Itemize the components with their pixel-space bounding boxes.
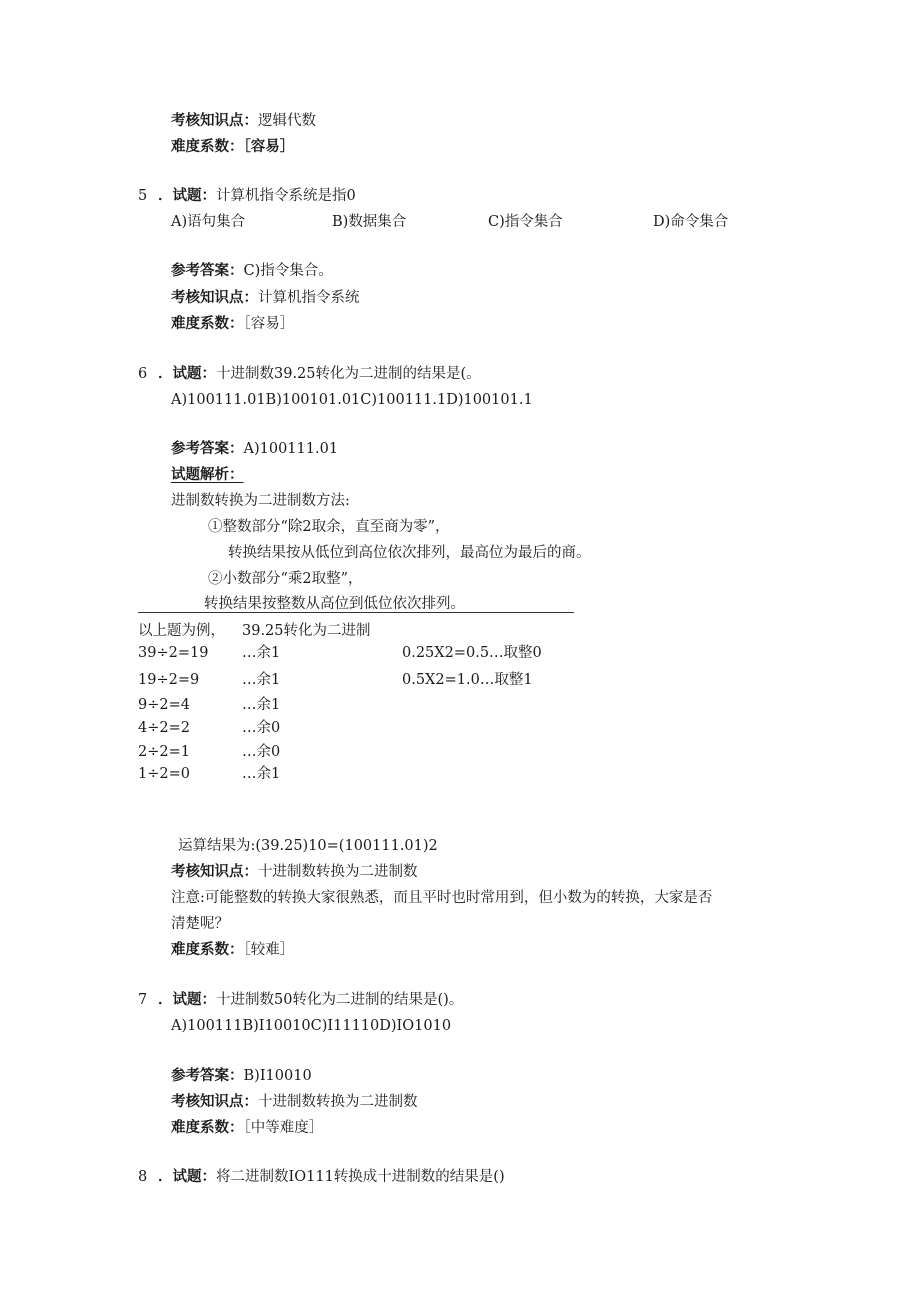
options-line: A)100111B)I10010C)I11110D)IO1010 [171,1018,452,1034]
method-step-2-detail: 转换结果按整数从高位到低位依次排列。 [204,596,465,612]
kp-value: 逻辑代数 [258,113,316,129]
difficulty-value: ［容易］ [243,138,295,155]
question-line [158,186,356,206]
answer-label: 参考答案： [171,440,244,457]
difficulty-line [171,940,294,960]
division-remainder: …余1 [242,766,281,782]
division-expr: 4÷2=2 [138,720,190,736]
difficulty-value: ［较难］ [243,942,295,958]
question-number: 6 [138,366,148,382]
answer-value: A)100111.01 [243,441,339,457]
knowledge-point-line [171,288,360,308]
difficulty-label: 难度系数： [171,1119,244,1136]
example-label: 以上题为例， [138,623,225,639]
question-line [158,364,481,384]
difficulty-value: ［中等难度］ [243,1120,324,1136]
division-expr: 2÷2=1 [138,744,190,760]
option-d: D)命令集合 [653,214,729,230]
kp-value: 计算机指令系统 [258,290,360,306]
kp-value: 十进制数转换为二进制数 [258,864,418,880]
note-line-1: 注意:可能整数的转换大家很熟悉，而且平时也时常用到，但小数为的转换，大家是否 [171,890,713,906]
division-remainder: …余0 [242,744,281,760]
question-text: 十进制数50转化为二进制的结果是()。 [216,992,464,1008]
method-intro: 进制数转换为二进制数方法: [171,493,350,509]
kp-value: 十进制数转换为二进制数 [258,1094,418,1110]
option-a: A)语句集合 [171,214,246,230]
question-number: 5 [138,188,148,204]
question-number: 8 [138,1169,148,1185]
division-expr: 19÷2=9 [138,672,200,688]
question-label: ．试题： [158,991,216,1008]
knowledge-point-line [171,1092,418,1112]
kp-label: 考核知识点： [171,112,258,129]
result-line: 运算结果为:(39.25)10=(100111.01)2 [178,838,438,854]
question-label: ．试题： [158,365,216,382]
difficulty-value: ［容易］ [243,316,295,332]
question-text: 将二进制数IO111转换成十进制数的结果是() [216,1169,505,1185]
knowledge-point-line [171,862,418,882]
division-expr: 9÷2=4 [138,697,190,713]
difficulty-line [171,137,294,157]
division-expr: 39÷2=19 [138,645,209,661]
example-title: 39.25转化为二进制 [242,623,371,639]
multiplication-row: 0.5X2=1.0…取整1 [402,672,533,688]
division-remainder: …余0 [242,720,281,736]
difficulty-line [171,314,294,334]
answer-line [171,1066,312,1086]
answer-value: C)指令集合。 [243,263,333,279]
divider-line [138,612,574,613]
options-line: A)100111.01B)100101.01C)100111.1D)100101.1 [171,392,533,408]
question-number: 7 [138,992,148,1008]
question-label: ．试题： [158,187,216,204]
division-remainder: …余1 [242,697,281,713]
answer-value: B)I10010 [243,1068,312,1084]
kp-label: 考核知识点： [171,1093,258,1110]
option-b: B)数据集合 [332,214,407,230]
answer-line [171,439,338,459]
question-label: ．试题： [158,1168,216,1185]
knowledge-point-line [171,111,316,131]
question-line [158,990,463,1010]
difficulty-label: 难度系数： [171,941,244,958]
question-text: 十进制数39.25转化为二进制的结果是(。 [216,366,481,382]
question-line [158,1167,505,1187]
kp-label: 考核知识点： [171,289,258,306]
difficulty-label: 难度系数： [171,138,244,155]
option-c: C)指令集合 [488,214,563,230]
method-step-2: ②小数部分“乘2取整”， [208,571,363,587]
multiplication-row: 0.25X2=0.5…取整0 [402,645,542,661]
difficulty-label: 难度系数： [171,315,244,332]
division-remainder: …余1 [242,645,281,661]
answer-label: 参考答案： [171,1067,244,1084]
question-text: 计算机指令系统是指0 [216,188,356,204]
kp-label: 考核知识点： [171,863,258,880]
note-line-2: 清楚呢？ [171,916,229,932]
answer-line [171,261,333,281]
analysis-label: 试题解析： [171,466,244,483]
method-step-1-detail: 转换结果按从低位到高位依次排列，最高位为最后的商。 [228,545,591,561]
method-step-1: ①整数部分“除2取余，直至商为零”， [208,519,450,535]
division-expr: 1÷2=0 [138,766,190,782]
difficulty-line [171,1118,323,1138]
division-remainder: …余1 [242,672,281,688]
answer-label: 参考答案： [171,262,244,279]
